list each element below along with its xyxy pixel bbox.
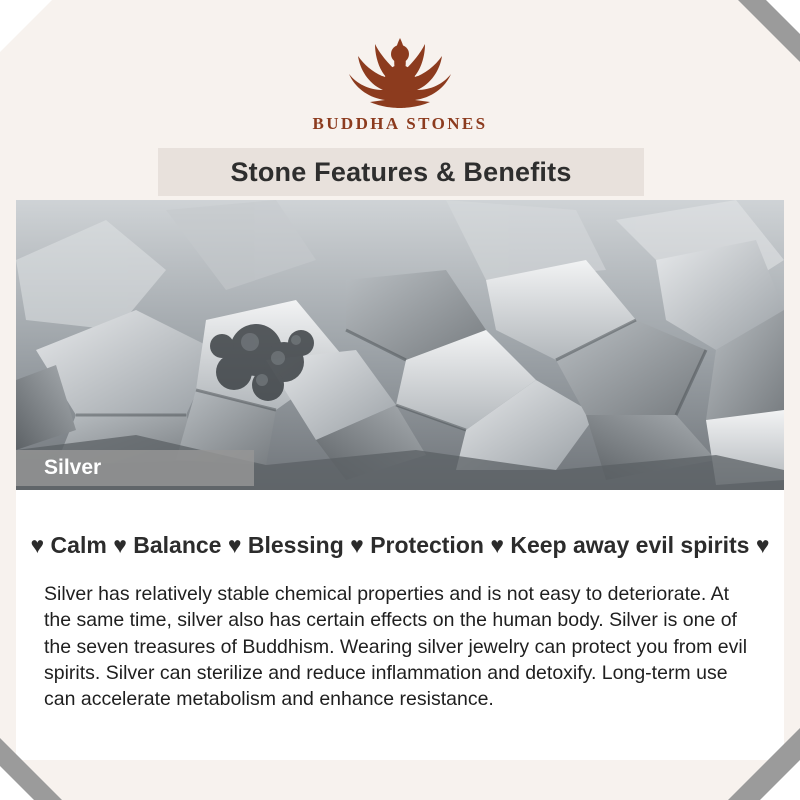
brand-name: BUDDHA STONES bbox=[312, 114, 488, 133]
title-banner bbox=[158, 148, 644, 196]
image-caption bbox=[16, 450, 254, 486]
corner-notch-bottom-right bbox=[778, 778, 800, 800]
brand-header bbox=[0, 18, 800, 134]
lotus-meditating-figure-icon bbox=[325, 18, 475, 110]
page-title: Stone Features & Benefits bbox=[230, 156, 572, 187]
description-text: Silver has relatively stable chemical properties and is not easy to deteriorate. At the same time, silver also has certain effects on the human body. Silver is one of the seven treasures of Buddhism. Wearing silver jewelry can protect you from evil spirits. Silver can sterilize and reduce inflammation and detoxify. Long-term use can accelerate metabolism and enhance resistance. bbox=[44, 583, 748, 711]
corner-notch-bottom-left bbox=[0, 778, 22, 800]
benefit-keywords: ♥ Calm ♥ Balance ♥ Blessing ♥ Protection ♥ Keep away evil spirits ♥ bbox=[30, 532, 770, 558]
caption-label: Silver bbox=[44, 456, 102, 479]
hero-image bbox=[16, 200, 784, 490]
corner-notch-top-left bbox=[0, 0, 22, 22]
corner-notch-top-right bbox=[778, 0, 800, 22]
content-panel bbox=[16, 490, 784, 760]
